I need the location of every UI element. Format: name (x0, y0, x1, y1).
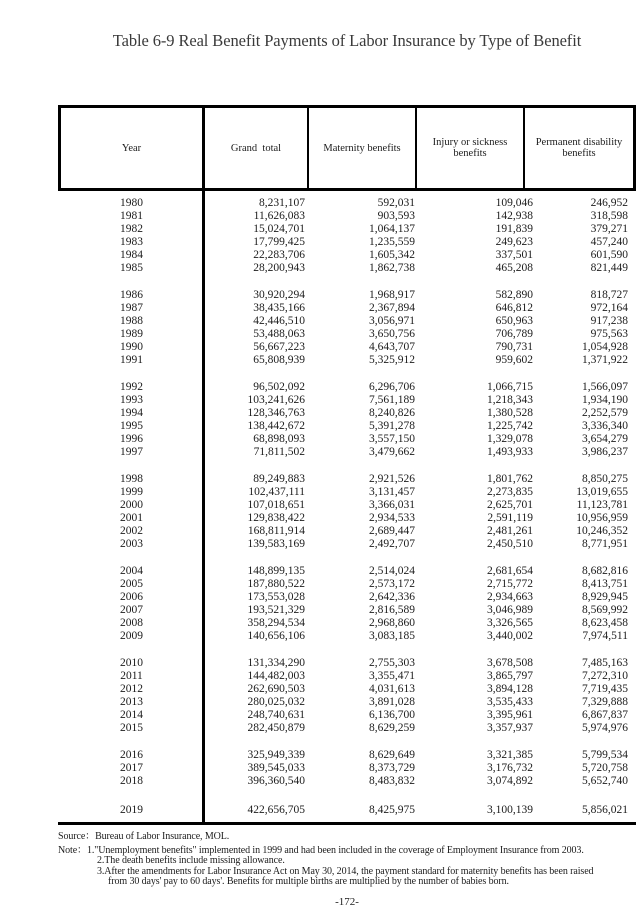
year-cell: 2005 (120, 578, 143, 590)
year-cell: 1993 (120, 394, 143, 406)
table-row (58, 670, 636, 683)
year-cell: 2009 (120, 630, 143, 642)
maternity-cell: 8,483,832 (369, 775, 415, 787)
grand-total-cell: 107,018,651 (247, 499, 305, 511)
permanent-disability-cell: 11,123,781 (576, 499, 628, 511)
permanent-disability-cell: 821,449 (590, 262, 628, 274)
grand-total-cell: 15,024,701 (253, 223, 305, 235)
maternity-cell: 6,136,700 (369, 709, 415, 721)
grand-total-cell: 168,811,914 (247, 525, 305, 537)
permanent-disability-cell: 8,929,945 (582, 591, 628, 603)
year-cell: 1987 (120, 302, 143, 314)
injury-sickness-cell: 3,395,961 (487, 709, 533, 721)
grand-total-cell: 96,502,092 (253, 381, 305, 393)
table-row (58, 762, 636, 775)
maternity-cell: 2,816,589 (369, 604, 415, 616)
table-row (58, 354, 636, 367)
grand-total-cell: 138,442,672 (247, 420, 305, 432)
table-row (58, 604, 636, 617)
year-cell: 1999 (120, 486, 143, 498)
year-group (58, 289, 636, 367)
year-group (58, 749, 636, 788)
injury-sickness-cell: 3,535,433 (487, 696, 533, 708)
grand-total-cell: 128,346,763 (247, 407, 305, 419)
table-row (58, 657, 636, 670)
year-group (58, 657, 636, 735)
year-group (58, 473, 636, 551)
injury-sickness-cell: 582,890 (495, 289, 533, 301)
year-cell: 2003 (120, 538, 143, 550)
grand-total-cell: 8,231,107 (259, 197, 305, 209)
permanent-disability-cell: 7,329,888 (582, 696, 628, 708)
maternity-cell: 2,689,447 (369, 525, 415, 537)
year-cell: 1984 (120, 249, 143, 261)
permanent-disability-cell: 975,563 (590, 328, 628, 340)
column-header-injury-sickness: Injury or sickness benefits (417, 108, 525, 188)
permanent-disability-cell: 5,799,534 (582, 749, 628, 761)
permanent-disability-cell: 8,623,458 (582, 617, 628, 629)
permanent-disability-cell: 8,413,751 (582, 578, 628, 590)
injury-sickness-cell: 249,623 (495, 236, 533, 248)
maternity-cell: 2,968,860 (369, 617, 415, 629)
maternity-cell: 3,056,971 (369, 315, 415, 327)
year-cell: 2002 (120, 525, 143, 537)
permanent-disability-cell: 818,727 (590, 289, 628, 301)
permanent-disability-cell: 6,867,837 (582, 709, 628, 721)
table-row (58, 709, 636, 722)
grand-total-cell: 140,656,106 (247, 630, 305, 642)
year-cell: 2008 (120, 617, 143, 629)
column-header-year: Year (61, 108, 205, 188)
permanent-disability-cell: 7,719,435 (582, 683, 628, 695)
grand-total-cell: 173,553,028 (247, 591, 305, 603)
note-3-continuation: from 30 days' pay to 60 days'. Benefits for multiple births are multiplied by the number of babies born. (108, 875, 509, 887)
grand-total-cell: 56,667,223 (253, 341, 305, 353)
year-cell: 2010 (120, 657, 143, 669)
maternity-cell: 2,492,707 (369, 538, 415, 550)
permanent-disability-cell: 5,974,976 (582, 722, 628, 734)
year-cell: 2007 (120, 604, 143, 616)
table-row (58, 775, 636, 788)
maternity-cell: 3,557,150 (369, 433, 415, 445)
injury-sickness-cell: 1,801,762 (487, 473, 533, 485)
year-cell: 1995 (120, 420, 143, 432)
injury-sickness-cell: 2,481,261 (487, 525, 533, 537)
grand-total-cell: 30,920,294 (253, 289, 305, 301)
note-3-text: 3.After the amendments for Labor Insurance Act on May 30, 2014, the payment standard for maternity benefits has been raised (97, 865, 594, 877)
grand-total-cell: 131,334,290 (247, 657, 305, 669)
source-label: Source： (58, 831, 96, 842)
permanent-disability-cell: 318,598 (590, 210, 628, 222)
maternity-cell: 2,921,526 (369, 473, 415, 485)
year-cell: 2004 (120, 565, 143, 577)
maternity-cell: 2,755,303 (369, 657, 415, 669)
maternity-cell: 3,479,662 (369, 446, 415, 458)
grand-total-cell: 358,294,534 (247, 617, 305, 629)
table-row (58, 722, 636, 735)
injury-sickness-cell: 1,380,528 (487, 407, 533, 419)
table-row (58, 407, 636, 420)
year-cell: 2013 (120, 696, 143, 708)
permanent-disability-cell: 1,934,190 (582, 394, 628, 406)
year-cell: 2011 (120, 670, 143, 682)
table-row (58, 473, 636, 486)
table-row (58, 591, 636, 604)
year-cell: 1997 (120, 446, 143, 458)
injury-sickness-cell: 1,493,933 (487, 446, 533, 458)
table-row (58, 328, 636, 341)
injury-sickness-cell: 1,329,078 (487, 433, 533, 445)
injury-sickness-cell: 337,501 (495, 249, 533, 261)
injury-sickness-cell: 2,625,701 (487, 499, 533, 511)
year-cell: 2014 (120, 709, 143, 721)
maternity-cell: 8,373,729 (369, 762, 415, 774)
permanent-disability-cell: 5,652,740 (582, 775, 628, 787)
table-row (58, 210, 636, 223)
year-cell: 2000 (120, 499, 143, 511)
year-cell: 2017 (120, 762, 143, 774)
maternity-cell: 1,605,342 (369, 249, 415, 261)
year-cell: 1989 (120, 328, 143, 340)
injury-sickness-cell: 3,326,565 (487, 617, 533, 629)
injury-sickness-cell: 191,839 (495, 223, 533, 235)
year-cell: 2019 (120, 804, 143, 816)
table-row (58, 289, 636, 302)
table-row (58, 749, 636, 762)
injury-sickness-cell: 2,715,772 (487, 578, 533, 590)
permanent-disability-cell: 2,252,579 (582, 407, 628, 419)
table-row (58, 499, 636, 512)
year-cell: 1998 (120, 473, 143, 485)
source-line (58, 831, 636, 842)
table-row (58, 617, 636, 630)
year-cell: 2015 (120, 722, 143, 734)
permanent-disability-cell: 3,336,340 (582, 420, 628, 432)
injury-sickness-cell: 3,440,002 (487, 630, 533, 642)
permanent-disability-cell: 246,952 (590, 197, 628, 209)
permanent-disability-cell: 972,164 (590, 302, 628, 314)
table-row (58, 525, 636, 538)
grand-total-cell: 148,899,135 (247, 565, 305, 577)
grand-total-cell: 22,283,706 (253, 249, 305, 261)
injury-sickness-cell: 142,938 (495, 210, 533, 222)
grand-total-cell: 28,200,943 (253, 262, 305, 274)
table-row (58, 394, 636, 407)
injury-sickness-cell: 1,218,343 (487, 394, 533, 406)
maternity-cell: 7,561,189 (369, 394, 415, 406)
year-cell: 1992 (120, 381, 143, 393)
maternity-cell: 1,862,738 (369, 262, 415, 274)
grand-total-cell: 65,808,939 (253, 354, 305, 366)
year-cell: 1983 (120, 236, 143, 248)
year-column-divider (202, 191, 205, 822)
maternity-cell: 3,355,471 (369, 670, 415, 682)
note-2-text: 2.The death benefits include missing allowance. (97, 855, 285, 867)
permanent-disability-cell: 601,590 (590, 249, 628, 261)
grand-total-cell: 187,880,522 (247, 578, 305, 590)
year-cell: 2018 (120, 775, 143, 787)
injury-sickness-cell: 790,731 (495, 341, 533, 353)
maternity-cell: 3,366,031 (369, 499, 415, 511)
injury-sickness-cell: 706,789 (495, 328, 533, 340)
maternity-cell: 5,325,912 (369, 354, 415, 366)
maternity-cell: 3,891,028 (369, 696, 415, 708)
permanent-disability-cell: 10,246,352 (576, 525, 628, 537)
grand-total-cell: 139,583,169 (247, 538, 305, 550)
maternity-cell: 2,573,172 (369, 578, 415, 590)
maternity-cell: 3,083,185 (369, 630, 415, 642)
table-row (58, 446, 636, 459)
year-cell: 1990 (120, 341, 143, 353)
table-row (58, 683, 636, 696)
year-cell: 2016 (120, 749, 143, 761)
grand-total-cell: 280,025,032 (247, 696, 305, 708)
table-row (58, 433, 636, 446)
year-cell: 1981 (120, 210, 143, 222)
table-row (58, 565, 636, 578)
note-label: Note： (58, 845, 87, 856)
grand-total-cell: 282,450,879 (247, 722, 305, 734)
grand-total-cell: 248,740,631 (247, 709, 305, 721)
year-group (58, 804, 636, 817)
maternity-cell: 8,629,259 (369, 722, 415, 734)
year-cell: 1988 (120, 315, 143, 327)
table-row (58, 804, 636, 817)
grand-total-cell: 53,488,063 (253, 328, 305, 340)
injury-sickness-cell: 1,225,742 (487, 420, 533, 432)
injury-sickness-cell: 2,450,510 (487, 538, 533, 550)
maternity-cell: 5,391,278 (369, 420, 415, 432)
permanent-disability-cell: 7,485,163 (582, 657, 628, 669)
maternity-cell: 8,425,975 (369, 804, 415, 816)
permanent-disability-cell: 10,956,959 (576, 512, 628, 524)
year-cell: 1985 (120, 262, 143, 274)
injury-sickness-cell: 2,681,654 (487, 565, 533, 577)
permanent-disability-cell: 8,771,951 (582, 538, 628, 550)
source-text: Bureau of Labor Insurance, MOL. (95, 831, 230, 842)
table-row (58, 302, 636, 315)
grand-total-cell: 68,898,093 (253, 433, 305, 445)
grand-total-cell: 71,811,502 (253, 446, 305, 458)
year-cell: 1991 (120, 354, 143, 366)
table-body (58, 191, 636, 825)
table-row (58, 538, 636, 551)
grand-total-cell: 38,435,166 (253, 302, 305, 314)
table-row (58, 512, 636, 525)
table-row (58, 630, 636, 643)
injury-sickness-cell: 2,591,119 (487, 512, 533, 524)
grand-total-cell: 144,482,003 (247, 670, 305, 682)
grand-total-cell: 422,656,705 (247, 804, 305, 816)
year-cell: 1996 (120, 433, 143, 445)
grand-total-cell: 129,838,422 (247, 512, 305, 524)
permanent-disability-cell: 7,272,310 (582, 670, 628, 682)
permanent-disability-cell: 379,271 (590, 223, 628, 235)
grand-total-cell: 11,626,083 (253, 210, 305, 222)
table-row (58, 249, 636, 262)
permanent-disability-cell: 3,654,279 (582, 433, 628, 445)
grand-total-cell: 102,437,111 (248, 486, 305, 498)
injury-sickness-cell: 3,357,937 (487, 722, 533, 734)
maternity-cell: 1,968,917 (369, 289, 415, 301)
maternity-cell: 903,593 (377, 210, 415, 222)
injury-sickness-cell: 109,046 (495, 197, 533, 209)
grand-total-cell: 325,949,339 (247, 749, 305, 761)
year-cell: 1994 (120, 407, 143, 419)
grand-total-cell: 262,690,503 (247, 683, 305, 695)
grand-total-cell: 42,446,510 (253, 315, 305, 327)
year-cell: 1982 (120, 223, 143, 235)
injury-sickness-cell: 1,066,715 (487, 381, 533, 393)
permanent-disability-cell: 8,569,992 (582, 604, 628, 616)
table-row (58, 381, 636, 394)
year-cell: 2001 (120, 512, 143, 524)
year-group (58, 565, 636, 643)
maternity-cell: 1,064,137 (369, 223, 415, 235)
year-cell: 2006 (120, 591, 143, 603)
year-group (58, 381, 636, 459)
table-row (58, 236, 636, 249)
table-row (58, 578, 636, 591)
injury-sickness-cell: 3,046,989 (487, 604, 533, 616)
injury-sickness-cell: 959,602 (495, 354, 533, 366)
column-header-maternity: Maternity benefits (309, 108, 417, 188)
maternity-cell: 6,296,706 (369, 381, 415, 393)
benefits-table (58, 105, 636, 825)
table-header (58, 105, 636, 191)
permanent-disability-cell: 1,371,922 (582, 354, 628, 366)
year-cell: 2012 (120, 683, 143, 695)
permanent-disability-cell: 1,566,097 (582, 381, 628, 393)
permanent-disability-cell: 8,850,275 (582, 473, 628, 485)
year-cell: 1980 (120, 197, 143, 209)
maternity-cell: 4,031,613 (369, 683, 415, 695)
injury-sickness-cell: 650,963 (495, 315, 533, 327)
grand-total-cell: 17,799,425 (253, 236, 305, 248)
permanent-disability-cell: 1,054,928 (582, 341, 628, 353)
permanent-disability-cell: 5,720,758 (582, 762, 628, 774)
grand-total-cell: 193,521,329 (247, 604, 305, 616)
note-line (58, 877, 636, 887)
permanent-disability-cell: 13,019,655 (576, 486, 628, 498)
table-row (58, 223, 636, 236)
maternity-cell: 2,367,894 (369, 302, 415, 314)
table-row (58, 262, 636, 275)
table-row (58, 341, 636, 354)
column-header-permanent-disability: Permanent disability benefits (535, 137, 625, 159)
injury-sickness-cell: 646,812 (495, 302, 533, 314)
maternity-cell: 3,131,457 (369, 486, 415, 498)
table-row (58, 197, 636, 210)
permanent-disability-cell: 7,974,511 (582, 630, 628, 642)
injury-sickness-cell: 3,176,732 (487, 762, 533, 774)
table-row (58, 696, 636, 709)
table-row (58, 486, 636, 499)
permanent-disability-cell: 457,240 (590, 236, 628, 248)
maternity-cell: 3,650,756 (369, 328, 415, 340)
injury-sickness-cell: 3,074,892 (487, 775, 533, 787)
grand-total-cell: 396,360,540 (247, 775, 305, 787)
injury-sickness-cell: 3,100,139 (487, 804, 533, 816)
maternity-cell: 8,629,649 (369, 749, 415, 761)
injury-sickness-cell: 3,321,385 (487, 749, 533, 761)
note-1-text: 1."Unemployment benefits" implemented in 1999 and had been included in the coverage of Employment Insurance from 2003. (86, 845, 584, 856)
table-row (58, 315, 636, 328)
column-header-grand-total: Grand total (205, 108, 309, 188)
maternity-cell: 2,642,336 (369, 591, 415, 603)
injury-sickness-cell: 2,273,835 (487, 486, 533, 498)
maternity-cell: 2,514,024 (369, 565, 415, 577)
year-group (58, 197, 636, 275)
grand-total-cell: 389,545,033 (247, 762, 305, 774)
page-title: Table 6-9 Real Benefit Payments of Labor Insurance by Type of Benefit (112, 31, 582, 50)
permanent-disability-cell: 5,856,021 (582, 804, 628, 816)
injury-sickness-cell: 2,934,663 (487, 591, 533, 603)
grand-total-cell: 103,241,626 (247, 394, 305, 406)
table-row (58, 420, 636, 433)
injury-sickness-cell: 465,208 (495, 262, 533, 274)
injury-sickness-cell: 3,865,797 (487, 670, 533, 682)
maternity-cell: 4,643,707 (369, 341, 415, 353)
maternity-cell: 2,934,533 (369, 512, 415, 524)
maternity-cell: 1,235,559 (369, 236, 415, 248)
maternity-cell: 592,031 (377, 197, 415, 209)
note-block (58, 846, 636, 887)
page-number: -172- (335, 896, 359, 908)
permanent-disability-cell: 917,238 (590, 315, 628, 327)
maternity-cell: 8,240,826 (369, 407, 415, 419)
grand-total-cell: 89,249,883 (253, 473, 305, 485)
table-footnotes (58, 831, 636, 887)
injury-sickness-cell: 3,894,128 (487, 683, 533, 695)
year-cell: 1986 (120, 289, 143, 301)
permanent-disability-cell: 8,682,816 (582, 565, 628, 577)
injury-sickness-cell: 3,678,508 (487, 657, 533, 669)
permanent-disability-cell: 3,986,237 (582, 446, 628, 458)
